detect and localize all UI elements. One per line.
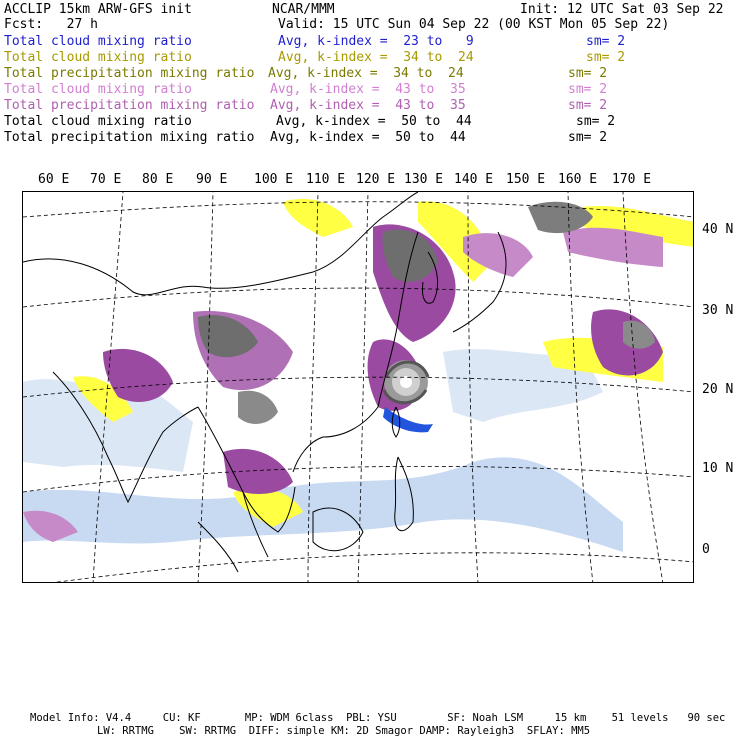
model-title: ACCLIP 15km ARW-GFS init [4, 2, 192, 17]
field-smoothing: sm= 2 [568, 98, 608, 113]
field-name: Total cloud mixing ratio [4, 50, 192, 65]
longitude-label: 80 E [142, 172, 174, 187]
latitude-label: 10 N [702, 461, 734, 476]
field-name: Total cloud mixing ratio [4, 82, 192, 97]
field-smoothing: sm= 2 [576, 114, 616, 129]
field-name: Total precipitation mixing ratio [4, 130, 255, 145]
field-kindex: Avg, k-index = 50 to 44 [270, 130, 466, 145]
model-info-line1: Model Info: V4.4 CU: KF MP: WDM 6class PBL: YSU SF: Noah LSM 15 km 51 levels 90 sec [30, 712, 726, 724]
gray-patch-se [238, 391, 278, 424]
longitude-label: 110 E [306, 172, 346, 187]
valid-time: Valid: 15 UTC Sun 04 Sep 22 (00 KST Mon 05 Sep 22) [278, 17, 670, 32]
field-smoothing: sm= 2 [568, 130, 608, 145]
field-smoothing: sm= 2 [568, 82, 608, 97]
field-kindex: Avg, k-index = 34 to 24 [278, 50, 474, 65]
field-kindex: Avg, k-index = 34 to 24 [268, 66, 464, 81]
field-name: Total precipitation mixing ratio [4, 98, 255, 113]
map-panel [22, 191, 694, 583]
parallel-30n [23, 288, 694, 307]
cloud-shading [23, 199, 694, 552]
parallel-0 [43, 553, 694, 583]
longitude-label: 130 E [404, 172, 444, 187]
institution-label: NCAR/MMM [272, 2, 335, 17]
field-name: Total cloud mixing ratio [4, 114, 192, 129]
latitude-label: 0 [702, 542, 710, 557]
field-smoothing: sm= 2 [586, 50, 626, 65]
longitude-label: 120 E [356, 172, 396, 187]
field-name: Total precipitation mixing ratio [4, 66, 255, 81]
longitude-label: 140 E [454, 172, 494, 187]
longitude-label: 70 E [90, 172, 122, 187]
latitude-label: 20 N [702, 382, 734, 397]
model-info-line2: LW: RRTMG SW: RRTMG DIFF: simple KM: 2D Smagor DAMP: Rayleigh3 SFLAY: MM5 [97, 725, 591, 737]
forecast-hour: Fcst: 27 h [4, 17, 98, 32]
latitude-label: 30 N [702, 303, 734, 318]
map-canvas [23, 192, 694, 583]
lightblue-band-south [23, 457, 623, 552]
field-kindex: Avg, k-index = 43 to 35 [270, 98, 466, 113]
longitude-label: 90 E [196, 172, 228, 187]
field-kindex: Avg, k-index = 43 to 35 [270, 82, 466, 97]
field-smoothing: sm= 2 [586, 34, 626, 49]
longitude-label: 160 E [558, 172, 598, 187]
latitude-label: 40 N [702, 222, 734, 237]
longitude-label: 100 E [254, 172, 294, 187]
longitude-label: 170 E [612, 172, 652, 187]
longitude-label: 150 E [506, 172, 546, 187]
field-smoothing: sm= 2 [568, 66, 608, 81]
field-kindex: Avg, k-index = 50 to 44 [276, 114, 472, 129]
longitude-label: 60 E [38, 172, 70, 187]
init-time: Init: 12 UTC Sat 03 Sep 22 [520, 2, 724, 17]
coast-asia-north [23, 192, 418, 295]
field-kindex: Avg, k-index = 23 to 9 [278, 34, 474, 49]
gray-patch-pacific [623, 321, 655, 349]
typhoon-swirl [384, 360, 428, 404]
blue-band-typhoon [383, 407, 433, 432]
field-name: Total cloud mixing ratio [4, 34, 192, 49]
